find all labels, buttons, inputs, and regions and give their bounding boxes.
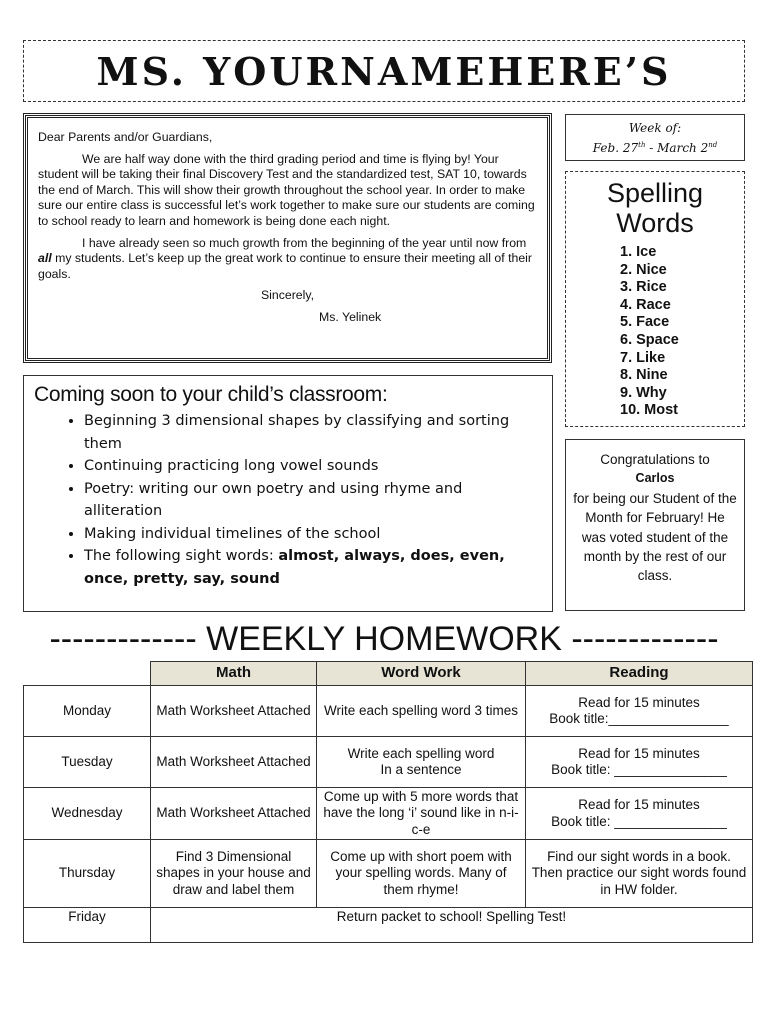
week-end: March 2: [657, 141, 709, 155]
sight-words-prefix: The following sight words:: [84, 548, 279, 564]
newsletter-title-box: [23, 40, 745, 102]
math-cell: Math Worksheet Attached: [151, 788, 317, 840]
spelling-word: 6. Space: [620, 331, 679, 348]
spelling-word: 10. Most: [620, 402, 679, 419]
letter-closing: Sincerely,: [260, 288, 315, 303]
weekly-homework-title: ------------- WEEKLY HOMEWORK -------------: [49, 620, 719, 658]
reading-line: Read for 15 minutes: [578, 797, 700, 812]
coming-soon-item: • Making individual timelines of the school: [84, 523, 544, 546]
word-work-line: In a sentence: [380, 762, 462, 777]
spelling-word: 1. Ice: [620, 244, 657, 260]
parent-letter: [23, 113, 552, 363]
coming-soon-item: • Continuing practicing long vowel sounds: [84, 455, 544, 478]
header-reading: Reading: [526, 662, 753, 686]
reading-cell: Find our sight words in a book. Then practice our sight words found in HW folder.: [526, 840, 753, 908]
book-title-line: Book title:________________: [549, 711, 729, 726]
letter-paragraph-2-start: I have already seen so much growth from the beginning of the year until now from: [82, 235, 527, 250]
book-title-line: Book title: _______________: [551, 762, 727, 777]
spelling-list: [620, 244, 744, 420]
reading-cell: [526, 737, 753, 788]
coming-soon-item: • Beginning 3 dimensional shapes by classifying and sorting them: [84, 410, 544, 455]
reading-line: Read for 15 minutes: [578, 694, 700, 710]
day-cell: Monday: [24, 686, 151, 737]
day-cell: Friday: [24, 908, 151, 943]
reading-cell: [526, 686, 753, 737]
student-of-month-box: [565, 439, 745, 611]
spelling-word: 5. Face: [620, 314, 670, 331]
letter-paragraph-1: We are half way done with the third grading period and time is flying by! Your student will be taking their final Discovery Test and the standardized test, SAT 10, towards the end of March. This will show their growth throughout the school year. In order to make sure our entire class is successful let’s work together to make sure our students are coming to school ready to learn and homework is being done each night.: [38, 151, 535, 228]
coming-soon-item-sight-words: [84, 545, 544, 590]
congrats-text: for being our Student of the Month for February! He was voted student of the month by the rest of our class.: [573, 490, 737, 584]
spelling-word: 4. Race: [620, 296, 671, 313]
spelling-word: 3. Rice: [620, 279, 667, 296]
math-cell: Math Worksheet Attached: [151, 737, 317, 788]
coming-soon-list: [32, 410, 544, 590]
week-of-dates: [566, 137, 744, 157]
table-row: [24, 840, 753, 908]
header-math: Math: [151, 662, 317, 686]
spelling-title: [566, 178, 744, 238]
coming-soon-box: [23, 375, 553, 612]
spelling-words-box: [565, 171, 745, 427]
word-work-cell: Come up with short poem with your spelling words. Many of them rhyme!: [317, 840, 526, 908]
day-cell: Thursday: [24, 840, 151, 908]
congrats-line: Congratulations to: [600, 452, 710, 467]
spelling-word: 9. Why: [620, 384, 667, 401]
letter-paragraph-2-end: my students. Let’s keep up the great work to continue to ensure their meeting all of their goals.: [38, 251, 532, 281]
word-work-cell: Come up with 5 more words that have the long ‘i’ sound like in n-i-c-e: [317, 788, 526, 840]
week-of-box: [565, 114, 745, 161]
spelling-word: 2. Nice: [620, 261, 667, 278]
spelling-word: 8. Nine: [620, 367, 668, 384]
week-end-suffix: nd: [708, 141, 718, 149]
spelling-title-line-2: Words: [616, 208, 694, 238]
letter-greeting: Dear Parents and/or Guardians,: [38, 130, 213, 144]
word-work-cell: Write each spelling word 3 times: [317, 686, 526, 737]
word-work-line: Write each spelling word: [347, 745, 495, 761]
day-cell: Wednesday: [24, 788, 151, 840]
week-of-label: Week of:: [628, 121, 682, 135]
table-row: [24, 788, 753, 840]
reading-line: Read for 15 minutes: [578, 745, 700, 761]
math-cell: Math Worksheet Attached: [151, 686, 317, 737]
day-cell: Tuesday: [24, 737, 151, 788]
student-name: Carlos: [635, 471, 675, 486]
table-row: [24, 737, 753, 788]
letter-emphasis: all: [38, 251, 52, 266]
friday-task-cell: Return packet to school! Spelling Test!: [151, 908, 753, 943]
header-word-work: Word Work: [317, 662, 526, 686]
table-header-row: [24, 662, 753, 686]
math-cell: Find 3 Dimensional shapes in your house and draw and label them: [151, 840, 317, 908]
spelling-word: 7. Like: [620, 349, 666, 366]
coming-soon-item: • Poetry: writing our own poetry and using rhyme and alliteration: [84, 478, 544, 523]
letter-signature: Ms. Yelinek: [319, 309, 382, 324]
book-title-line: Book title: _______________: [551, 813, 727, 829]
table-row: [24, 908, 753, 943]
word-work-cell: [317, 737, 526, 788]
week-separator: -: [645, 141, 658, 155]
table-row: [24, 686, 753, 737]
homework-table: [23, 661, 753, 943]
spelling-title-line-1: Spelling: [606, 178, 704, 208]
newsletter-title: MS. YOURNAMEHERE’S: [96, 49, 672, 94]
header-blank: [24, 662, 151, 686]
letter-paragraph-2: [38, 236, 537, 283]
reading-cell: [526, 788, 753, 840]
week-start-suffix: th: [638, 141, 646, 149]
week-start: Feb. 27: [592, 141, 639, 155]
coming-soon-title: Coming soon to your child’s classroom:: [34, 383, 388, 406]
sight-words-list: almost, always, does, even, once, pretty, say, sound: [84, 548, 505, 587]
